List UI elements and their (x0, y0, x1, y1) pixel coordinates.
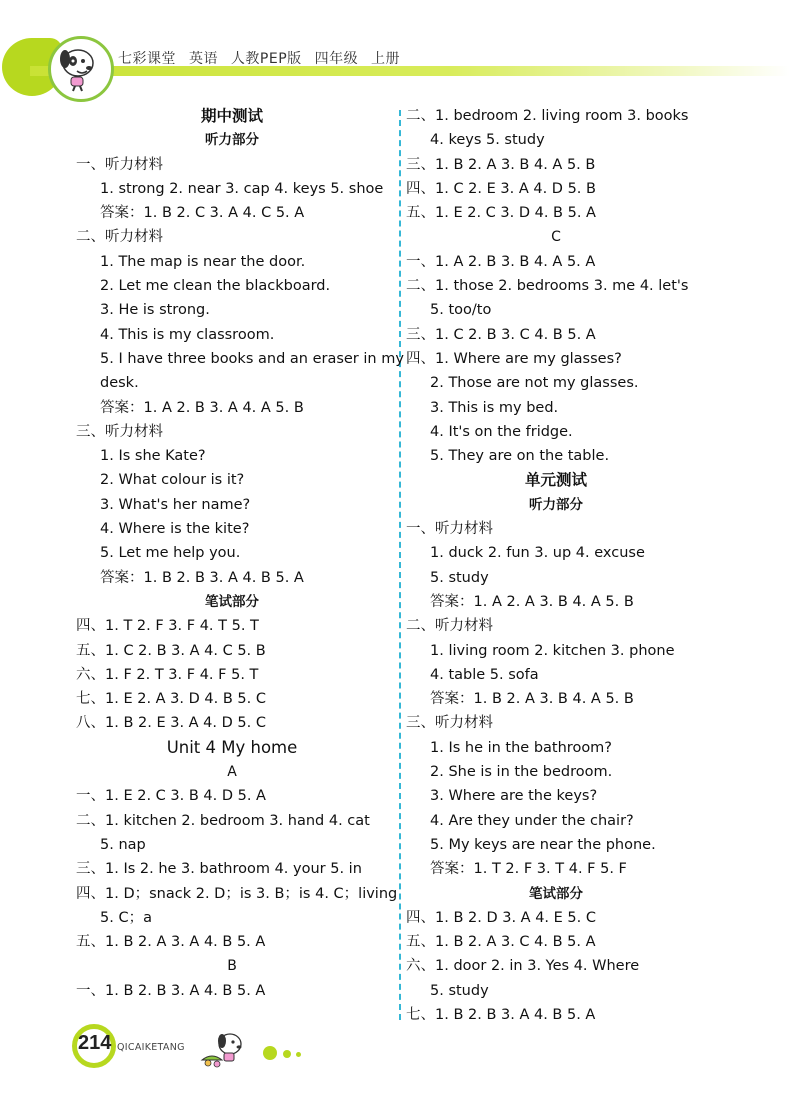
footer-brand: QICAIKETANG (117, 1042, 185, 1053)
answer-line: 2. She is in the bedroom. (430, 764, 613, 781)
answer-line: 4. keys 5. study (430, 132, 545, 149)
answer-line: 三、1. B 2. A 3. B 4. A 5. B (406, 156, 596, 173)
answer-line: 5. They are on the table. (430, 448, 610, 465)
answer-line: 5. C；a (100, 909, 152, 926)
answer-line: 二、1. kitchen 2. bedroom 3. hand 4. cat (76, 812, 370, 829)
answer-line: 五、1. B 2. A 3. C 4. B 5. A (406, 934, 596, 951)
mascot-dog-icon (48, 36, 114, 102)
answer-line: 一、1. A 2. B 3. B 4. A 5. A (406, 253, 596, 270)
answer-line: 4. It's on the fridge. (430, 423, 573, 440)
answer-line: 六、1. door 2. in 3. Yes 4. Where (406, 958, 640, 975)
left-column (76, 104, 404, 1003)
answer-line: 一、听力材料 (406, 521, 493, 538)
answer-line: 六、1. F 2. T 3. F 4. F 5. T (76, 666, 259, 683)
answer-line: 一、1. B 2. B 3. A 4. B 5. A (76, 982, 266, 999)
subsection-heading: 笔试部分 (529, 885, 583, 902)
answer-line: 二、听力材料 (76, 229, 163, 246)
answer-line: 一、听力材料 (76, 156, 163, 173)
column-divider (399, 110, 401, 1020)
answer-line: 四、1. B 2. D 3. A 4. E 5. C (406, 909, 596, 926)
answer-line: 五、1. B 2. A 3. A 4. B 5. A (76, 934, 266, 951)
footer-dot-small (296, 1052, 301, 1057)
answer-line: 4. Where is the kite? (100, 521, 250, 538)
page-number: 214 (78, 1032, 112, 1054)
header-title (118, 48, 408, 68)
answer-line: 三、听力材料 (76, 423, 163, 440)
answer-line: 3. He is strong. (100, 302, 210, 319)
header-grade: 四年级 (314, 51, 359, 67)
answer-line: 答案：1. B 2. B 3. A 4. B 5. A (100, 569, 304, 586)
answer-line: 1. Is she Kate? (100, 448, 206, 465)
answer-line: 答案：1. A 2. A 3. B 4. A 5. B (430, 593, 634, 610)
answer-line: 5. too/to (430, 302, 492, 319)
answer-line: 答案：1. B 2. A 3. B 4. A 5. B (430, 691, 634, 708)
answer-line: 四、1. Where are my glasses? (406, 350, 622, 367)
answer-line: 答案：1. T 2. F 3. T 4. F 5. F (430, 861, 627, 878)
answer-line: 一、1. E 2. C 3. B 4. D 5. A (76, 788, 266, 805)
answer-line: 七、1. E 2. A 3. D 4. B 5. C (76, 691, 266, 708)
answer-line: 四、1. T 2. F 3. F 4. T 5. T (76, 618, 259, 635)
answer-line: 1. The map is near the door. (100, 253, 306, 270)
answer-line: 4. table 5. sofa (430, 666, 539, 683)
subsection-heading: 听力部分 (529, 496, 583, 513)
answer-line: 答案：1. A 2. B 3. A 4. A 5. B (100, 399, 304, 416)
answer-line: 1. Is he in the bathroom? (430, 739, 613, 756)
part-label: B (227, 958, 237, 975)
section-heading: 单元测试 (524, 471, 587, 490)
answer-line: 七、1. B 2. B 3. A 4. B 5. A (406, 1006, 596, 1023)
answer-line: 五、1. C 2. B 3. A 4. C 5. B (76, 642, 266, 659)
answer-line: 四、1. D；snack 2. D；is 3. B；is 4. C；living (76, 885, 398, 902)
answer-line: 4. This is my classroom. (100, 326, 275, 343)
answer-line: 2. What colour is it? (100, 472, 245, 489)
subsection-heading: 笔试部分 (205, 593, 259, 610)
answer-line: 二、1. bedroom 2. living room 3. books (406, 108, 689, 124)
answer-line: 1. duck 2. fun 3. up 4. excuse (430, 545, 645, 562)
answer-line: 四、1. C 2. E 3. A 4. D 5. B (406, 180, 596, 197)
answer-line: 3. What's her name? (100, 496, 251, 513)
answer-line: desk. (100, 375, 139, 392)
unit-title: Unit 4 My home (166, 737, 298, 757)
answer-line: 5. Let me help you. (100, 545, 241, 562)
answer-line: 1. strong 2. near 3. cap 4. keys 5. shoe (100, 180, 384, 197)
answer-line: 3. This is my bed. (430, 399, 559, 416)
answer-line: 2. Let me clean the blackboard. (100, 278, 331, 295)
footer-dot-medium (283, 1050, 291, 1058)
answer-line: 5. I have three books and an eraser in my (100, 350, 404, 367)
answer-line: 4. Are they under the chair? (430, 812, 634, 829)
header-series: 七彩课堂 (118, 51, 176, 67)
answer-line: 5. study (430, 982, 489, 999)
right-column (406, 104, 706, 1027)
part-label: C (551, 229, 561, 246)
footer-mascot-icon (198, 1030, 250, 1072)
answer-line: 5. nap (100, 836, 146, 853)
section-heading: 期中测试 (200, 107, 263, 125)
answer-line: 八、1. B 2. E 3. A 4. D 5. C (76, 715, 266, 732)
answer-line: 5. study (430, 569, 489, 586)
footer-dot-large (263, 1046, 277, 1060)
answer-line: 五、1. E 2. C 3. D 4. B 5. A (406, 205, 596, 222)
answer-line: 5. My keys are near the phone. (430, 836, 656, 853)
answer-line: 1. living room 2. kitchen 3. phone (430, 642, 675, 659)
header-volume: 上册 (371, 51, 401, 67)
answer-line: 三、听力材料 (406, 715, 493, 732)
answer-line: 三、1. C 2. B 3. C 4. B 5. A (406, 326, 596, 343)
part-label: A (227, 764, 237, 781)
answer-line: 二、1. those 2. bedrooms 3. me 4. let's (406, 278, 689, 295)
answer-line: 2. Those are not my glasses. (430, 375, 639, 392)
header-edition: 人教PEP版 (230, 51, 302, 67)
header-subject: 英语 (188, 51, 218, 67)
answer-line: 三、1. Is 2. he 3. bathroom 4. your 5. in (76, 861, 362, 878)
subsection-heading: 听力部分 (205, 132, 259, 149)
answer-line: 二、听力材料 (406, 618, 493, 635)
answer-line: 3. Where are the keys? (430, 788, 598, 805)
answer-line: 答案：1. B 2. C 3. A 4. C 5. A (100, 205, 305, 222)
